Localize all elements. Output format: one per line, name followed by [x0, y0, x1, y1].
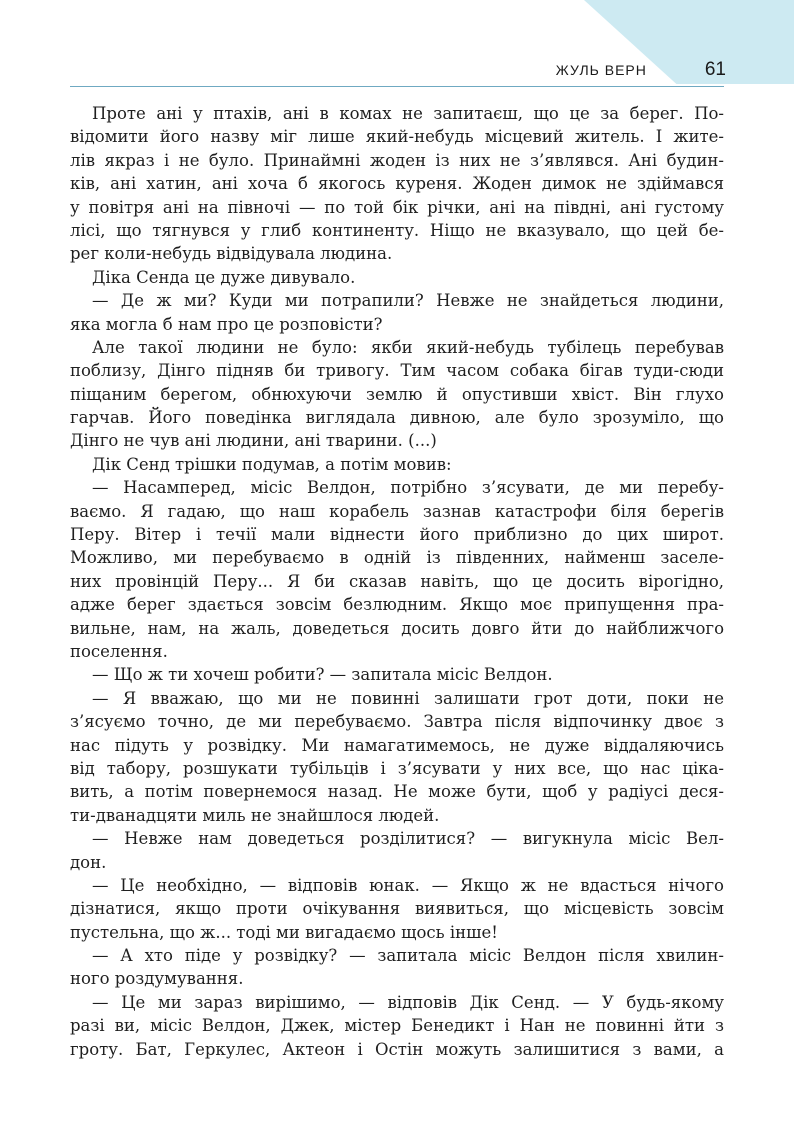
- text-line: з’ясуємо точно, де ми перебуваємо. Завтра після відпочинку двоє з: [70, 712, 724, 732]
- running-header: [556, 58, 726, 82]
- text-line: — Я вважаю, що ми не повинні залишати грот доти, поки не: [92, 688, 724, 708]
- text-line: Дік Сенд трішки подумав, а потім мовив:: [92, 454, 452, 474]
- header-rule: [70, 86, 724, 87]
- author-name: ЖУЛЬ ВЕРН: [555, 62, 647, 78]
- text-line: ти-дванадцяти миль не знайшлося людей.: [70, 805, 440, 825]
- text-line: гарчав. Його поведінка виглядала дивною, але було зрозуміло, що: [70, 408, 724, 428]
- text-line: рег коли-небудь відвідувала людина.: [70, 244, 393, 264]
- text-line: у повітря ані на півночі — по той бік річки, ані на півдні, ані густому: [70, 197, 724, 217]
- text-line: лісі, що тягнувся у глиб континенту. Ніщо не вказувало, що цей бе-: [70, 220, 724, 240]
- text-line: Дінго не чув ані людини, ані тварини. (...): [70, 431, 437, 451]
- text-line: разі ви, місіс Велдон, Джек, містер Бенедикт і Нан не повинні йти з: [70, 1016, 724, 1036]
- text-line: лів якраз і не було. Принаймні жоден із них не з’являвся. Ані будин-: [70, 150, 724, 170]
- text-line: вить, а потім повернемося назад. Не може бути, щоб у радіусі деся-: [70, 782, 724, 802]
- text-line: гроту. Бат, Геркулес, Актеон і Остін можуть залишитися з вами, а: [70, 1039, 724, 1059]
- text-line: від табору, розшукати тубільців і з’ясувати у них все, що нас ціка-: [70, 758, 724, 778]
- text-line: поблизу, Дінго підняв би тривогу. Тим часом собака бігав туди-сюди: [70, 361, 724, 381]
- text-line: ків, ані хатин, ані хоча б якогось куреня. Жоден димок не здіймався: [70, 174, 724, 194]
- text-line: яка могла б нам про це розповісти?: [70, 314, 383, 334]
- text-line: Перу. Вітер і течії мали віднести його приблизно до цих широт.: [70, 525, 724, 545]
- text-line: — Де ж ми? Куди ми потрапили? Невже не знайдеться людини,: [92, 291, 724, 311]
- text-line: — А хто піде у розвідку? — запитала місіс Велдон після хвилин-: [92, 946, 724, 966]
- page-number: 61: [704, 59, 726, 80]
- text-line: Але такої людини не було: якби який-небудь тубілець перебував: [92, 337, 724, 357]
- text-line: ваємо. Я гадаю, що наш корабель зазнав катастрофи біля берегів: [70, 501, 724, 521]
- text-line: Проте ані у птахів, ані в комах не запитаєш, що це за берег. По-: [92, 104, 724, 123]
- text-line: нас підуть у розвідку. Ми намагатимемось, не дуже віддаляючись: [70, 735, 724, 755]
- text-line: — Це ми зараз вирішимо, — відповів Дік Сенд. — У будь-якому: [92, 992, 724, 1012]
- text-line: дон.: [70, 852, 107, 872]
- text-line: адже берег здається зовсім безлюдним. Якщо моє припущення пра-: [70, 595, 724, 615]
- text-line: вильне, нам, на жаль, доведеться досить довго йти до найближчого: [70, 618, 724, 638]
- text-line: Можливо, ми перебуваємо в одній із південних, найменш заселе-: [70, 548, 724, 568]
- text-line: дізнатися, якщо проти очікування виявиться, що місцевість зовсім: [70, 899, 724, 919]
- body-text: [70, 102, 724, 1061]
- text-line: піщаним берегом, обнюхуючи землю й опустивши хвіст. Він глухо: [70, 384, 724, 404]
- text-line: відомити його назву міг лише який-небудь місцевий житель. І жите-: [70, 127, 724, 147]
- text-line: поселення.: [70, 641, 168, 661]
- text-line: ного роздумування.: [70, 969, 244, 989]
- text-line: — Насамперед, місіс Велдон, потрібно з’ясувати, де ми перебу-: [92, 478, 724, 498]
- text-line: — Що ж ти хочеш робити? — запитала місіс Велдон.: [92, 665, 553, 685]
- text-line: — Невже нам доведеться розділитися? — вигукнула місіс Вел-: [92, 829, 724, 849]
- text-line: пустельна, що ж... тоді ми вигадаємо щось інше!: [70, 922, 498, 942]
- text-line: Діка Сенда це дуже дивувало.: [92, 267, 356, 287]
- text-line: них провінцій Перу... Я би сказав навіть, що це досить вірогідно,: [70, 571, 724, 591]
- text-line: — Це необхідно, — відповів юнак. — Якщо ж не вдасться нічого: [92, 875, 724, 895]
